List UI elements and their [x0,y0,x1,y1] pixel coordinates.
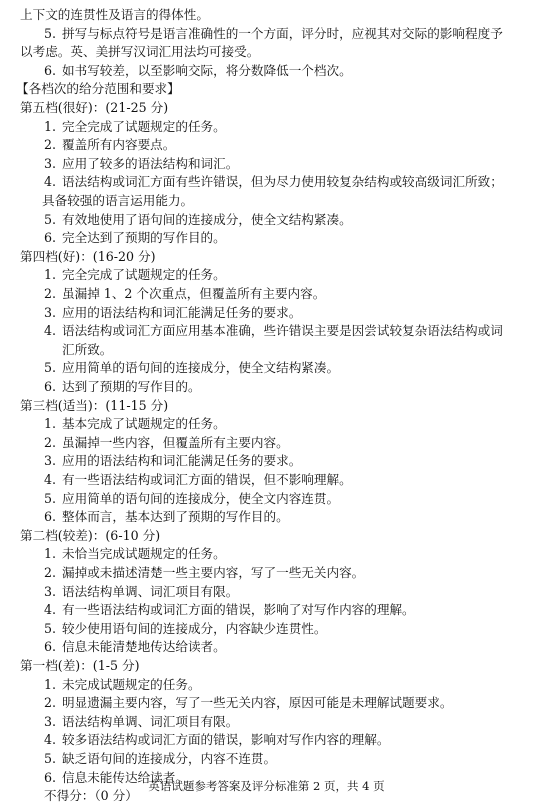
item-text: 有效地使用了语句间的连接成分，使全文结构紧凑。 [62,211,352,227]
item-number: 2. [44,695,57,711]
item-number: 2. [44,434,57,450]
criterion-item [44,749,276,768]
criterion-item [44,210,352,229]
criterion-item [44,433,289,452]
criterion-item [44,637,226,656]
criterion-item [44,693,452,712]
item-text: 虽漏掉一些内容，但覆盖所有主要内容。 [62,434,289,450]
item-text: 整体而言，基本达到了预期的写作目的。 [62,509,289,525]
item-number: 5. [44,211,57,227]
item-number: 6. [44,379,57,394]
item-text: 如书写较差，以至影响交际，将分数降低一个档次。 [62,62,352,78]
grade-title: 第四档(好)：(16-20 分) [20,248,156,264]
item-text: 应用简单的语句间的连接成分，使全文结构紧凑。 [62,360,340,376]
item-text: 虽漏掉 1、2 个次重点，但覆盖所有主要内容。 [62,286,326,301]
page-footer: 英语试题参考答案及评分标准第 2 页，共 4 页 [148,779,385,793]
item-text: 较多语法结构或词汇方面的错误，影响对写作内容的理解。 [62,732,390,748]
grade-title: 第二档(较差)：(6-10 分) [20,527,161,543]
item-number: 4. [44,174,57,190]
item-text: 有一些语法结构或词汇方面的错误，但不影响理解。 [62,472,352,487]
criterion-item [44,712,238,731]
item-text: 有一些语法结构或词汇方面的错误，影响了对写作内容的理解。 [62,602,415,618]
grade-title: 第一档(差)：(1-5 分) [20,658,140,673]
item-text: 漏掉或未描述清楚一些主要内容，写了一些无关内容。 [62,565,365,580]
item-number: 5. [44,620,57,636]
intro-item-5-continued: 以考虑。英、美拼写汉词汇用法均可接受。 [20,44,260,60]
item-number: 1. [44,416,57,432]
item-text: 缺乏语句间的连接成分，内容不连贯。 [62,751,277,766]
criterion-item-continued: 汇所致。 [62,341,113,357]
criterion-item-continued: 具备较强的语言运用能力。 [42,193,194,208]
criterion-item [44,377,201,396]
criterion-item [44,358,339,377]
criterion-item [44,563,364,582]
item-text: 拼写与标点符号是语言准确性的一个方面，评分时，应视其对交际的影响程度予 [62,25,503,41]
item-number: 4. [44,602,57,618]
criterion-item [44,489,339,508]
item-number: 2. [44,286,57,301]
item-number: 6. [44,639,57,655]
criterion-item [44,321,503,340]
item-text: 未完成试题规定的任务。 [62,676,201,692]
item-text: 应用简单的语句间的连接成分，使全文内容连贯。 [62,490,340,506]
item-text: 较少使用语句间的连接成分，内容缺少连贯性。 [62,620,327,636]
item-number: 3. [44,713,57,729]
item-number: 4. [44,323,57,339]
item-text: 应用的语法结构和词汇能满足任务的要求。 [62,453,302,469]
item-text: 应用了较多的语法结构和词汇。 [62,155,239,171]
item-number: 1. [44,118,57,134]
criterion-item [44,730,389,749]
item-number: 2. [44,137,57,153]
section-heading: 【各档次的给分范围和要求】 [16,81,180,97]
item-number: 6. [44,230,57,246]
item-text: 应用的语法结构和词汇能满足任务的要求。 [62,304,302,320]
item-number: 6. [44,509,57,525]
intro-item-6 [44,61,352,80]
item-number: 3. [44,304,57,320]
criterion-item [44,451,301,470]
intro-line: 上下文的连贯性及语言的得体性。 [20,7,209,22]
item-text: 信息未能传达给读者。 [62,769,188,785]
item-text: 完全达到了预期的写作目的。 [62,230,226,246]
criterion-item [44,303,301,322]
item-text: 基本完成了试题规定的任务。 [62,416,226,432]
criterion-item [44,675,201,694]
criterion-item [44,600,415,619]
criterion-item [44,228,226,247]
item-text: 未恰当完成试题规定的任务。 [62,546,226,562]
item-text: 明显遗漏主要内容，写了一些无关内容，原因可能是未理解试题要求。 [62,695,453,711]
item-number: 2. [44,565,57,580]
criterion-item [44,154,238,173]
item-number: 4. [44,732,57,748]
criterion-item [44,135,175,154]
item-number: 3. [44,583,57,599]
criterion-item [44,470,352,489]
item-number: 4. [44,472,57,487]
criterion-item [44,265,226,284]
criterion-item [44,582,238,601]
criterion-item [44,284,325,303]
item-text: 完全完成了试题规定的任务。 [62,267,226,283]
item-number: 5. [44,360,57,376]
item-text: 语法结构或词汇方面有些许错误，但为尽力使用较复杂结构或较高级词汇所致； [62,174,503,190]
item-number: 6. [44,62,57,78]
criterion-item [44,619,326,638]
item-text: 语法结构单调、词汇项目有限。 [62,583,239,599]
item-number: 1. [44,676,57,692]
item-number: 3. [44,155,57,171]
item-number: 6. [44,769,57,785]
item-text: 完全完成了试题规定的任务。 [62,118,226,134]
item-number: 1. [44,267,57,283]
criterion-item [44,507,289,526]
criterion-item [44,544,226,563]
grade-title: 第三档(适当)：(11-15 分) [20,397,169,413]
item-number: 5. [44,751,57,766]
item-text: 信息未能清楚地传达给读者。 [62,639,226,655]
criterion-item [44,414,226,433]
item-number: 5. [44,490,57,506]
criterion-item [44,117,226,136]
item-text: 语法结构单调、词汇项目有限。 [62,713,239,729]
item-number: 3. [44,453,57,469]
item-text: 达到了预期的写作目的。 [62,379,201,394]
item-number: 5. [44,25,57,41]
item-text: 覆盖所有内容要点。 [62,137,176,153]
criterion-item [44,172,503,191]
item-text: 语法结构或词汇方面应用基本准确，些许错误主要是因尝试较复杂语法结构或词 [62,323,503,339]
no-score-line: 不得分：（0 分） [44,788,138,804]
intro-item-5 [44,24,503,43]
item-number: 1. [44,546,57,562]
grade-title: 第五档(很好)：(21-25 分) [20,100,169,115]
